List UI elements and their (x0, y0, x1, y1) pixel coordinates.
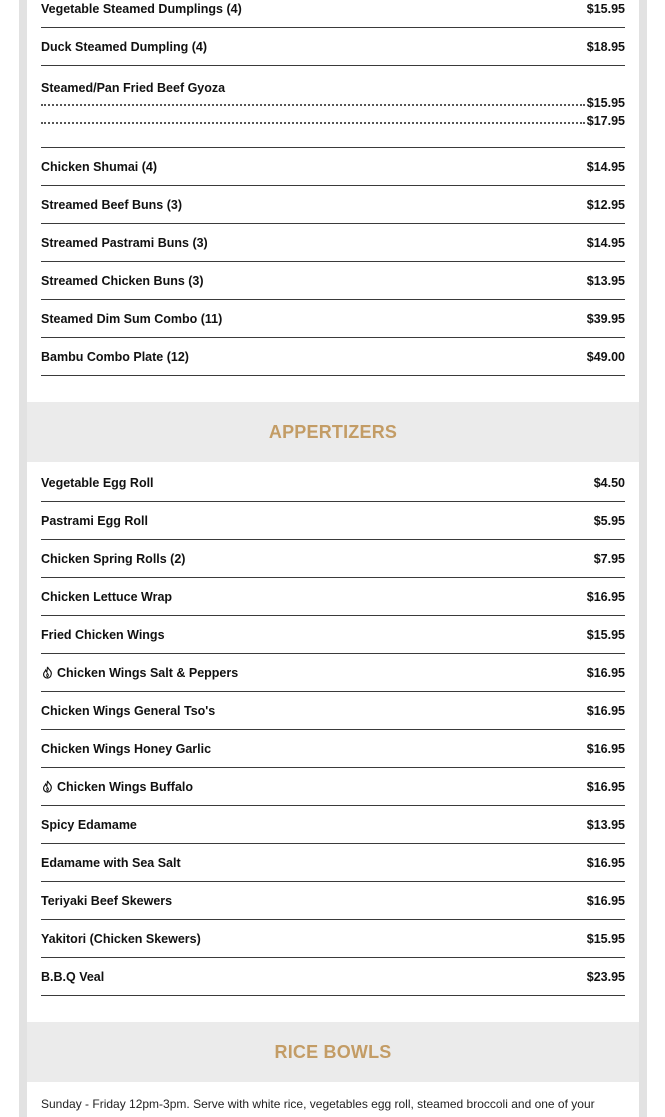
menu-item (41, 338, 625, 376)
menu-item (41, 844, 625, 882)
price-option-row (41, 114, 625, 128)
item-name: Vegetable Egg Roll (41, 475, 154, 490)
item-price: $16.95 (586, 893, 625, 908)
item-name: Chicken Shumai (4) (41, 159, 157, 174)
item-name: Spicy Edamame (41, 817, 137, 832)
menu-item (41, 28, 625, 66)
item-name: B.B.Q Veal (41, 969, 105, 984)
item-name: Bambu Combo Plate (12) (41, 349, 189, 364)
menu-item (41, 464, 625, 502)
item-name: Fried Chicken Wings (41, 627, 165, 642)
menu-item (41, 66, 625, 148)
item-name-wrap (41, 780, 193, 794)
menu-item (41, 692, 625, 730)
item-name: Chicken Wings Salt & Peppers (57, 665, 239, 680)
item-name: Teriyaki Beef Skewers (41, 893, 173, 908)
menu-item (41, 262, 625, 300)
item-price: $49.00 (586, 349, 625, 364)
menu-item (41, 958, 625, 996)
menu-item (41, 578, 625, 616)
spicy-chili-icon (41, 666, 54, 679)
price-option-row (41, 96, 625, 110)
item-price: $15.95 (586, 96, 625, 110)
item-price: $15.95 (586, 931, 625, 946)
menu-item (41, 148, 625, 186)
menu-item (41, 920, 625, 958)
item-name: Vegetable Steamed Dumplings (4) (41, 1, 242, 16)
appetizers-list (41, 464, 625, 996)
item-name: Yakitori (Chicken Skewers) (41, 931, 201, 946)
item-price: $16.95 (586, 665, 625, 680)
item-price: $15.95 (586, 627, 625, 642)
menu-item (41, 654, 625, 692)
menu-item (41, 224, 625, 262)
menu-item (41, 186, 625, 224)
item-price: $16.95 (586, 703, 625, 718)
item-price: $13.95 (586, 817, 625, 832)
item-price: $4.50 (593, 475, 625, 490)
item-price: $17.95 (586, 114, 625, 128)
item-name: Steamed/Pan Fried Beef Gyoza (41, 81, 226, 95)
item-name-wrap (41, 666, 238, 680)
item-name: Steamed Dim Sum Combo (11) (41, 311, 223, 326)
item-name: Chicken Wings General Tso's (41, 703, 216, 718)
dot-leader (41, 122, 585, 124)
menu-item (41, 540, 625, 578)
item-price: $16.95 (586, 855, 625, 870)
item-name: Duck Steamed Dumpling (4) (41, 39, 207, 54)
menu-item (41, 768, 625, 806)
item-price: $16.95 (586, 589, 625, 604)
spicy-chili-icon (41, 780, 54, 793)
item-price: $23.95 (586, 969, 625, 984)
dot-leader (41, 104, 585, 106)
menu-item (41, 0, 625, 28)
item-price: $5.95 (593, 513, 625, 528)
item-price: $13.95 (586, 273, 625, 288)
item-price: $14.95 (586, 235, 625, 250)
item-price: $7.95 (593, 551, 625, 566)
item-price: $14.95 (586, 159, 625, 174)
item-name: Chicken Wings Honey Garlic (41, 741, 212, 756)
item-name: Streamed Chicken Buns (3) (41, 273, 204, 288)
section-title-appetizers: APPERTIZERS (27, 402, 639, 462)
menu-item (41, 806, 625, 844)
item-price: $16.95 (586, 741, 625, 756)
section-title-rice-bowls: RICE BOWLS (27, 1022, 639, 1082)
item-name: Chicken Spring Rolls (2) (41, 551, 186, 566)
item-name: Pastrami Egg Roll (41, 513, 148, 528)
item-price: $12.95 (586, 197, 625, 212)
item-price: $39.95 (586, 311, 625, 326)
item-name: Streamed Pastrami Buns (3) (41, 235, 208, 250)
dim-sum-list (41, 0, 625, 376)
item-name: Chicken Wings Buffalo (57, 779, 194, 794)
menu-item (41, 502, 625, 540)
item-name: Streamed Beef Buns (3) (41, 197, 183, 212)
item-price: $15.95 (586, 1, 625, 16)
item-name: Edamame with Sea Salt (41, 855, 181, 870)
menu-item (41, 300, 625, 338)
menu-item (41, 616, 625, 654)
menu-item (41, 882, 625, 920)
rice-bowls-description: Sunday - Friday 12pm-3pm. Serve with white rice, vegetables egg roll, steamed broccoli and one of your (41, 1097, 595, 1111)
item-name: Chicken Lettuce Wrap (41, 589, 173, 604)
menu-item (41, 730, 625, 768)
item-price: $16.95 (586, 779, 625, 794)
item-price: $18.95 (586, 39, 625, 54)
